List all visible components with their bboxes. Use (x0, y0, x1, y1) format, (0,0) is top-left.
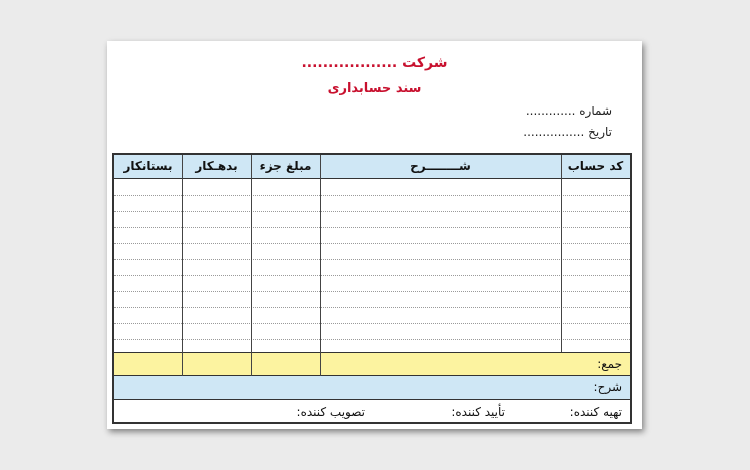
column-divider (251, 155, 252, 376)
signatures-row (114, 400, 630, 422)
sum-label: جمع: (597, 357, 622, 371)
voucher-table (112, 153, 632, 424)
company-title: شرکت .................. (301, 55, 448, 71)
column-divider (561, 155, 562, 352)
table-row (114, 243, 630, 244)
voucher-date-field: تاریخ ................ (523, 125, 612, 139)
column-header-partial-amount: مبلغ جزء (251, 155, 320, 179)
totals-row (114, 352, 630, 376)
table-row (114, 291, 630, 292)
table-row (114, 307, 630, 308)
column-divider (320, 155, 321, 376)
approved-by-label: تصویب کننده: (296, 405, 365, 419)
column-header-debit: بدهـکار (182, 155, 251, 179)
table-row (114, 259, 630, 260)
description-label: شرح: (593, 380, 622, 394)
description-row (114, 376, 630, 400)
column-header-description: شــــــــرح (320, 155, 561, 179)
prepared-by-label: تهیه کننده: (569, 405, 622, 419)
document-subtitle: سند حسابداری (327, 81, 422, 96)
confirmed-by-label: تأیید کننده: (451, 405, 505, 419)
table-row (114, 195, 630, 196)
accounting-voucher-sheet (107, 41, 642, 429)
table-row (114, 323, 630, 324)
table-row (114, 227, 630, 228)
column-header-account-code: کد حساب (561, 155, 630, 179)
voucher-number-field: شماره ............. (525, 104, 612, 118)
table-row (114, 339, 630, 340)
column-header-credit: بستانکار (114, 155, 182, 179)
table-row (114, 275, 630, 276)
column-divider (182, 155, 183, 376)
table-row (114, 211, 630, 212)
